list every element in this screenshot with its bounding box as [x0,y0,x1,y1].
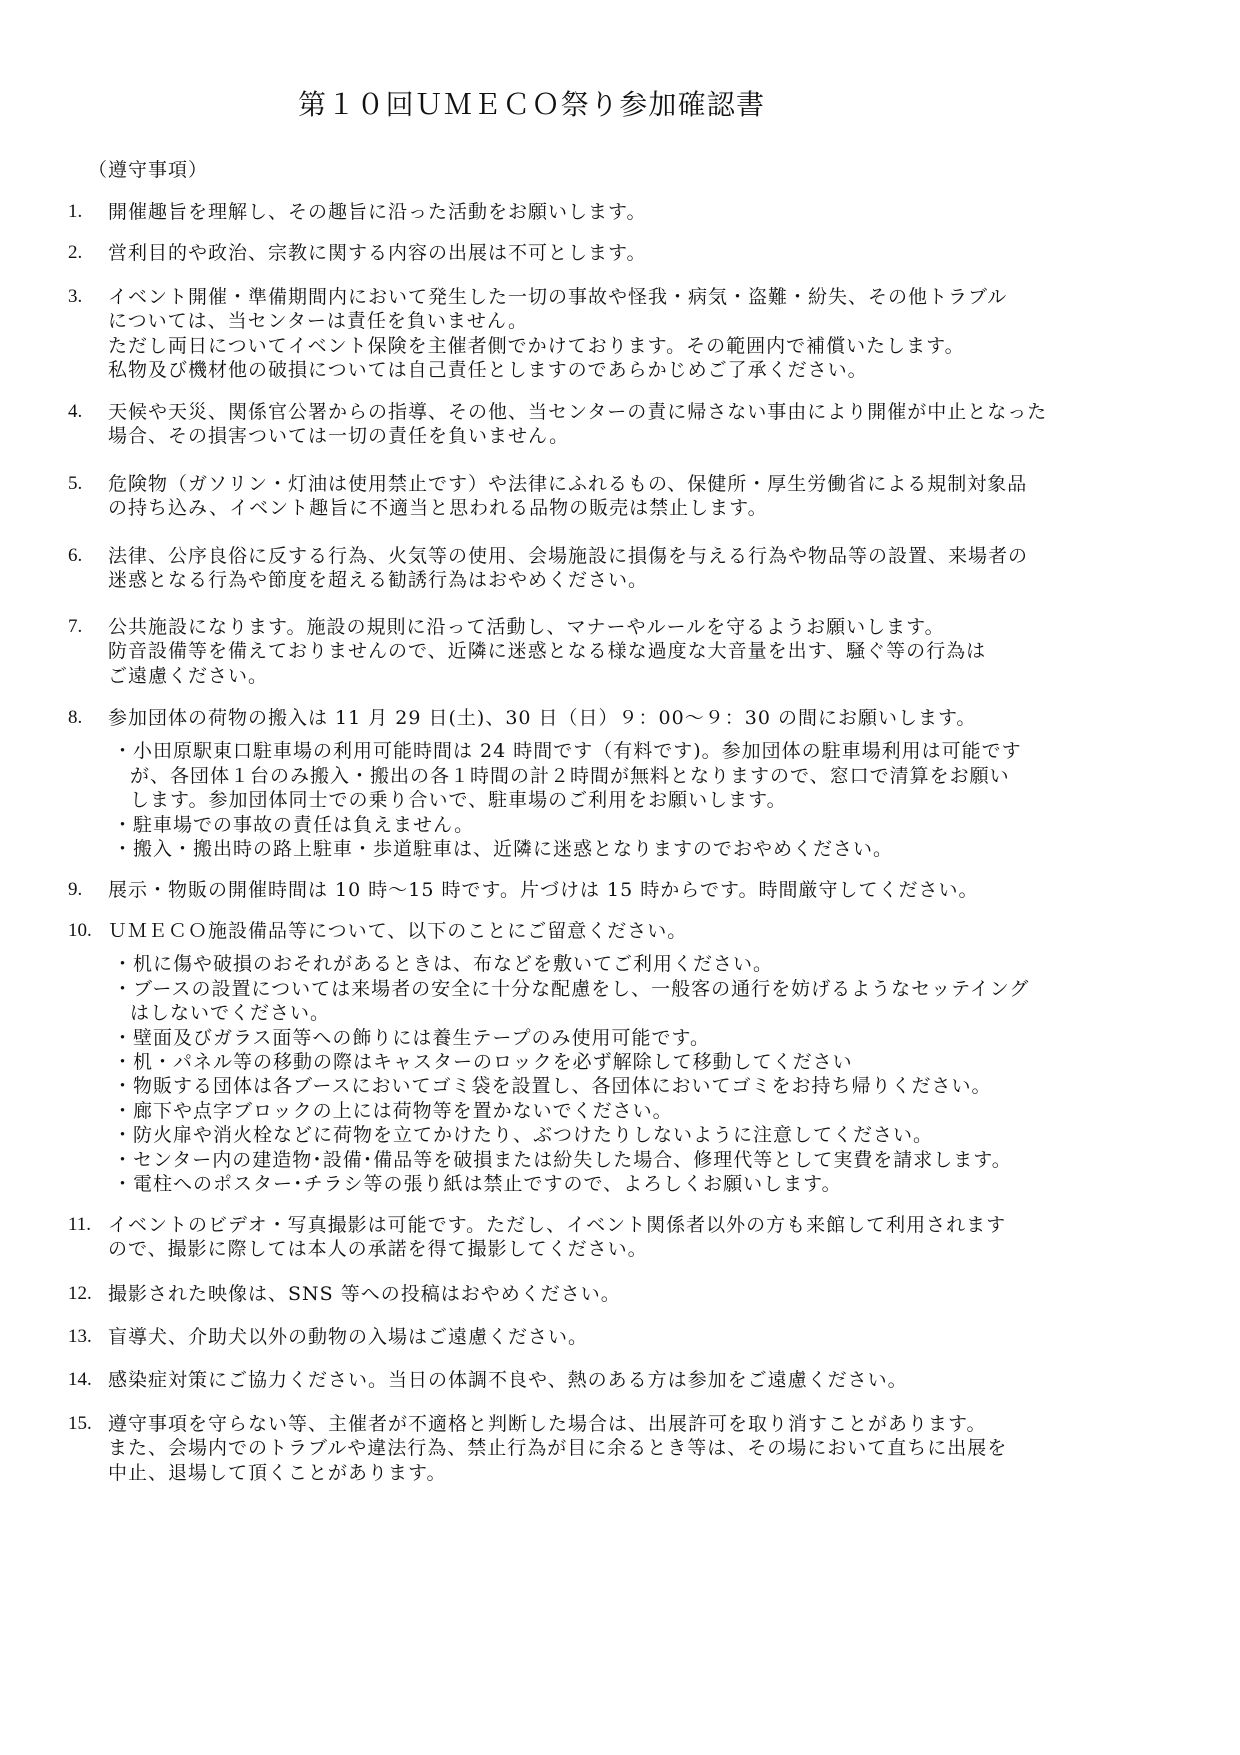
rule-item-6 [0,544,1240,593]
rule-text-line: については、当センターは責任を負いません。 [108,310,529,333]
rule-item-5 [0,472,1240,521]
rule-text-line: 撮影された映像は、SNS 等への投稿はおやめください。 [108,1283,621,1305]
bullet-line: ・机・パネル等の移動の際はキャスターのロックを必ず解除して移動してください [113,1051,853,1074]
bullet-list [0,739,1240,861]
rule-item-15 [0,1412,1240,1485]
rule-text-line: ただし両日についてイベント保険を主催者側でかけております。その範囲内で補償いたします。 [108,334,965,357]
rule-number: 4. [68,401,83,422]
rule-text-line: ので、撮影に際しては本人の承諾を得て撮影してください。 [108,1238,648,1261]
bullet-line: します。参加団体同士での乗り合いで、駐車場のご利用をお願いします。 [130,789,787,812]
rule-text-line: の持ち込み、イベント趣旨に不適当と思われる品物の販売は禁止します。 [108,497,768,520]
rule-item-12 [0,1282,1240,1306]
rule-text-line: 開催趣旨を理解し、その趣旨に沿った活動をお願いします。 [108,201,647,223]
rule-item-7 [0,615,1240,688]
document-title: 第１０回ＵＭＥＣＯ祭り参加確認書 [298,88,766,121]
rule-text-line: イベント開催・準備期間内において発生した一切の事故や怪我・病気・盗難・紛失、その他トラブル [108,286,1008,308]
rule-text-line: 営利目的や政治、宗教に関する内容の出展は不可とします。 [108,242,647,264]
rule-text-line: 場合、その損害ついては一切の責任を負いません。 [108,425,570,448]
rule-text-line: 展示・物販の開催時間は 10 時～15 時です。片づけは 15 時からです。時間厳守してください。 [108,879,979,901]
rule-item-9 [0,878,1240,902]
rule-text-line: 法律、公序良俗に反する行為、火気等の使用、会場施設に損傷を与える行為や物品等の設置、来場者の [108,545,1029,567]
rule-number: 7. [68,616,83,637]
rule-item-2 [0,241,1240,265]
rule-item-3 [0,285,1240,383]
rule-number: 10. [68,920,92,941]
bullet-line: ・センター内の建造物･設備･備品等を破損または紛失した場合、修理代等として実費を請求します。 [113,1148,1012,1171]
bullet-line: ・電柱へのポスター･チラシ等の張り紙は禁止ですので、よろしくお願いします。 [113,1173,842,1196]
rule-item-1 [0,200,1240,224]
rule-text-line: イベントのビデオ・写真撮影は可能です。ただし、イベント関係者以外の方も来館して利用されます [108,1214,1007,1236]
rule-text-line: 遵守事項を守らない等、主催者が不適格と判断した場合は、出展許可を取り消すことがあります。 [108,1413,987,1435]
rule-item-4 [0,400,1240,449]
rule-number: 5. [68,473,83,494]
bullet-line: ・壁面及びガラス面等への飾りには養生テープのみ使用可能です。 [113,1026,710,1049]
bullet-line: ・廊下や点字ブロックの上には荷物等を置かないでください。 [113,1099,673,1122]
section-heading: （遵守事項） [88,159,209,181]
rule-number: 8. [68,707,83,728]
rule-item-8 [0,706,1240,861]
rule-number: 9. [68,879,83,900]
rule-number: 13. [68,1326,92,1347]
bullet-line: ・物販する団体は各ブースにおいてゴミ袋を設置し、各団体においてゴミをお持ち帰りください。 [113,1075,992,1098]
bullet-line: はしないでください。 [130,1002,331,1025]
rule-text-line: ご遠慮ください。 [108,664,269,687]
rule-text-line: 防音設備等を備えておりませんので、近隣に迷惑となる様な過度な大音量を出す、騒ぐ等の行為は [108,640,987,663]
rule-text-line: 私物及び機材他の破損については自己責任としますのであらかじめご了承ください。 [108,359,868,382]
rule-number: 15. [68,1413,92,1434]
rule-text-line: 盲導犬、介助犬以外の動物の入場はご遠慮ください。 [108,1326,589,1348]
rule-number: 1. [68,201,83,222]
bullet-line: ・駐車場での事故の責任は負えません。 [113,813,475,836]
rule-number: 14. [68,1369,92,1390]
bullet-list [0,952,1240,1196]
bullet-line: ・防火扉や消火栓などに荷物を立てかけたり、ぶつけたりしないように注意してください。 [113,1124,934,1147]
bullet-line: が、各団体１台のみ搬入・搬出の各１時間の計２時間が無料となりますので、窓口で清算をお願い [130,764,1010,787]
rule-item-14 [0,1368,1240,1392]
rule-item-11 [0,1213,1240,1262]
rule-number: 6. [68,545,83,566]
rule-number: 2. [68,242,83,263]
rule-number: 3. [68,286,83,307]
rule-item-13 [0,1325,1240,1349]
rule-text-line: ＵＭＥＣＯ施設備品等について、以下のことにご留意ください。 [108,920,688,942]
rule-text-line: また、会場内でのトラブルや違法行為、禁止行為が目に余るとき等は、その場において直ちに出展を [108,1437,1008,1460]
rule-text-line: 迷惑となる行為や節度を超える勧誘行為はおやめください。 [108,569,649,592]
rule-text-line: 参加団体の荷物の搬入は 11 月 29 日(土)、30 日（日）９：00～９：30 の間にお願いします。 [108,707,977,729]
rule-text-line: 公共施設になります。施設の規則に沿って活動し、マナーやルールを守るようお願いします。 [108,616,945,638]
rule-text-line: 感染症対策にご協力ください。当日の体調不良や、熱のある方は参加をご遠慮ください。 [108,1369,908,1391]
bullet-line: ・搬入・搬出時の路上駐車・歩道駐車は、近隣に迷惑となりますのでおやめください。 [113,838,894,861]
bullet-line: ・小田原駅東口駐車場の利用可能時間は 24 時間です（有料です)。参加団体の駐車場利用は可能です [113,740,1022,763]
rule-text-line: 中止、退場して頂くことがあります。 [108,1461,447,1484]
rule-item-10 [0,919,1240,1196]
rule-number: 11. [68,1214,92,1235]
bullet-line: ・机に傷や破損のおそれがあるときは、布などを敷いてご利用ください。 [113,953,774,976]
rule-number: 12. [68,1283,92,1304]
rule-text-line: 危険物（ガソリン・灯油は使用禁止です）や法律にふれるもの、保健所・厚生労働省による規制対象品 [108,473,1028,495]
rule-text-line: 天候や天災、関係官公署からの指導、その他、当センターの責に帰さない事由により開催が中止となった [108,401,1048,423]
bullet-line: ・ブースの設置については来場者の安全に十分な配慮をし、一般客の通行を妨げるようなセッテイング [113,977,1030,1000]
